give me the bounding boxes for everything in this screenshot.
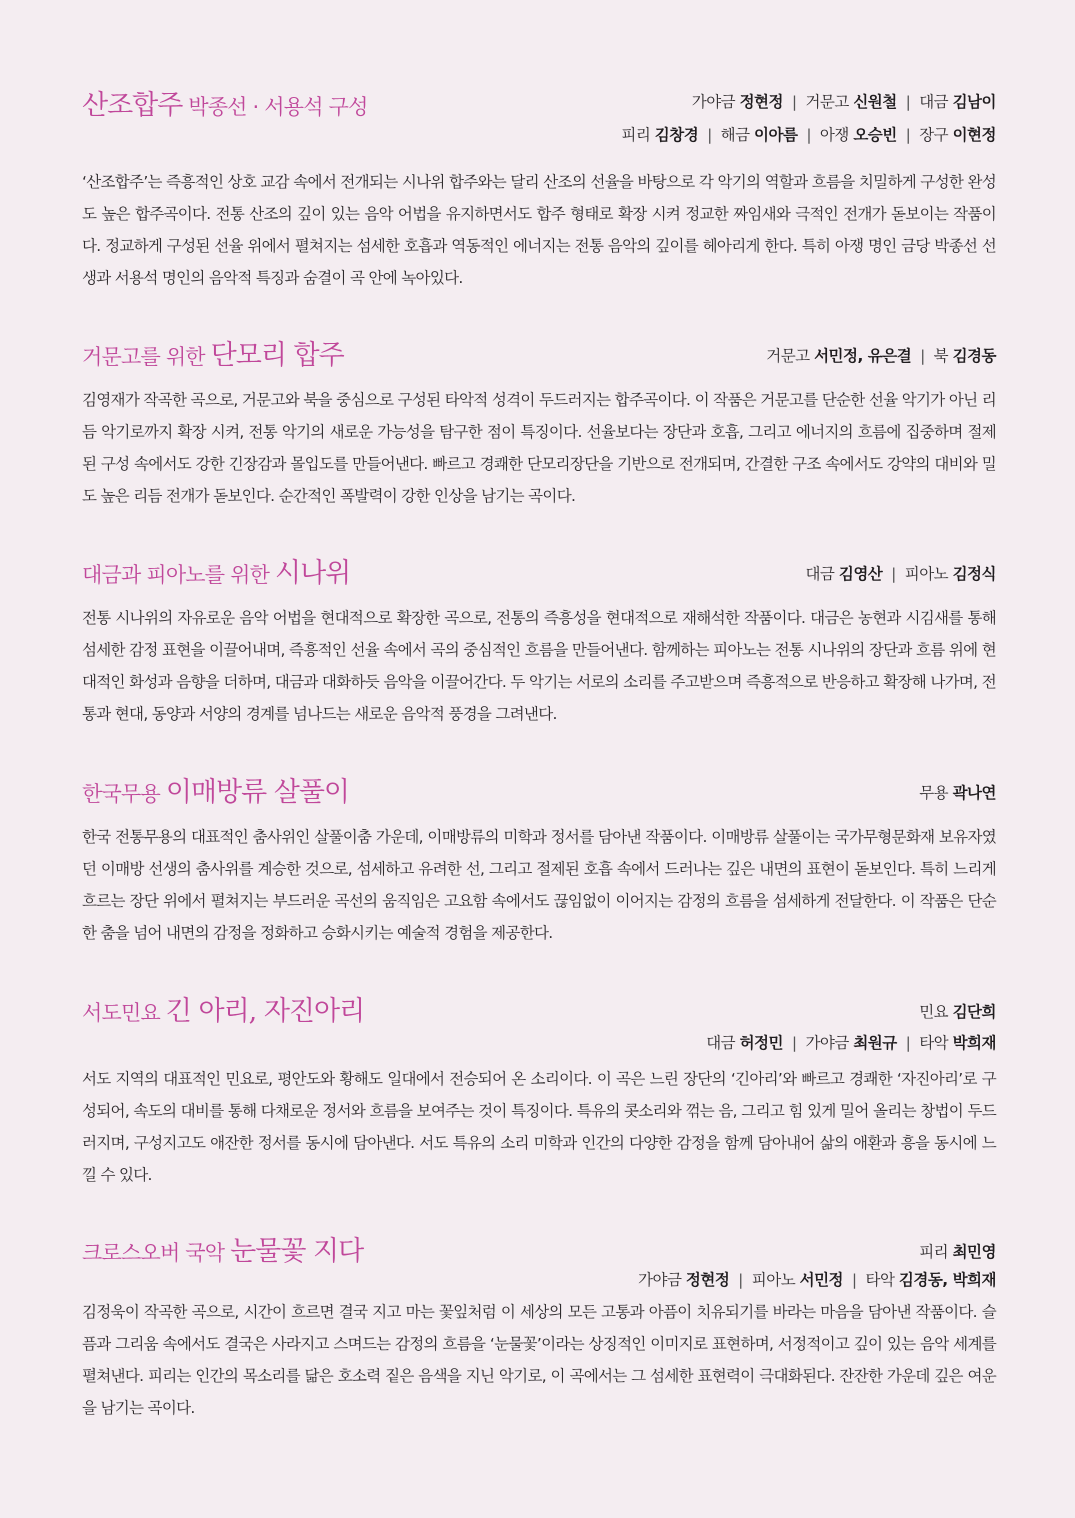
instrument-label: 무용 bbox=[919, 784, 949, 802]
instrument-label: 피아노 bbox=[904, 565, 949, 583]
piece-title-main: 시나위 bbox=[275, 558, 351, 589]
separator: | bbox=[787, 93, 806, 111]
performer-line bbox=[766, 346, 996, 366]
performer-line bbox=[919, 1002, 996, 1022]
piece-title-main: 단모리 합주 bbox=[210, 340, 344, 371]
piece-title bbox=[82, 86, 368, 129]
performer-name: 서민정, 유은결 bbox=[814, 347, 912, 365]
separator: | bbox=[901, 126, 920, 144]
instrument-label: 피아노 bbox=[751, 1271, 796, 1289]
piece-description: 전통 시나위의 자유로운 음악 어법을 현대적으로 확장한 곡으로, 전통의 즉흥성을 현대적으로 재해석한 작품이다. 대금은 농현과 시김새를 통해 섬세한 감정 표현을 이끌어내며, 즉흥적인 선율 속에서 곡의 중심적인 흐름을 만들어낸다. 함께하는 피아노는 전통 시나위의 장단과 흐름 위에 현대적인 화성과 음향을 더하며, 대금과 대화하듯 음악을 이끌어간다. 두 악기는 서로의 소리를 주고받으며 즉흥적으로 반응하고 확장해 나가며, 전통과 현대, 동양과 서양의 경계를 넘나드는 새로운 음악적 풍경을 그려낸다. bbox=[82, 609, 996, 723]
piece-title-main: 이매방류 살풀이 bbox=[165, 777, 349, 808]
instrument-label: 북 bbox=[933, 347, 949, 365]
performer-name: 정현정 bbox=[739, 93, 783, 111]
piece-description: 서도 지역의 대표적인 민요로, 평안도와 황해도 일대에서 전승되어 온 소리이다. 이 곡은 느린 장단의 ‘긴아리’와 빠르고 경쾌한 ‘자진아리’로 구성되어, 속도의 대비를 통해 다채로운 정서와 흐름을 보여주는 것이 특징이다. 특유의 콧소리와 꺾는 음, 그리고 힘 있게 밀어 올리는 창법이 두드러지며, 구성지고도 애잔한 정서를 동시에 담아낸다. 서도 특유의 소리 미학과 인간의 다양한 감정을 함께 담아내어 삶의 애환과 흥을 동시에 느낄 수 있다. bbox=[82, 1070, 996, 1184]
separator: | bbox=[702, 126, 721, 144]
performer-line bbox=[706, 1033, 996, 1053]
performer-name: 김경동 bbox=[952, 347, 996, 365]
instrument-label: 가야금 bbox=[638, 1271, 682, 1289]
instrument-label: 대금 bbox=[919, 93, 949, 111]
performer-name: 김경동, 박희재 bbox=[898, 1271, 996, 1289]
piece-description: 김영재가 작곡한 곡으로, 거문고와 북을 중심으로 구성된 타악적 성격이 두드러지는 합주곡이다. 이 작품은 거문고를 단순한 선율 악기가 아닌 리듬 악기로까지 확장 시켜, 전통 악기의 새로운 가능성을 탐구한 점이 특징이다. 선율보다는 장단과 호흡, 그리고 에너지의 흐름에 집중하며 절제된 구성 속에서도 강한 긴장감과 몰입도를 만들어낸다. 빠르고 경쾌한 단모리장단을 기반으로 전개되며, 간결한 구조 속에서도 강약의 대비와 밀도 높은 리듬 전개가 돋보인다. 순간적인 폭발력이 강한 인상을 남기는 곡이다. bbox=[82, 391, 996, 505]
performer-name: 오승빈 bbox=[853, 126, 897, 144]
instrument-label: 타악 bbox=[865, 1271, 895, 1289]
piece-title-prefix: 거문고를 위한 bbox=[82, 345, 211, 369]
instrument-label: 가야금 bbox=[691, 93, 736, 111]
performer-name: 이현정 bbox=[952, 126, 996, 144]
instrument-label: 대금 bbox=[805, 565, 835, 583]
performer-name: 곽나연 bbox=[952, 784, 996, 802]
piece-title bbox=[82, 992, 364, 1035]
performer-line bbox=[638, 1270, 996, 1290]
performer-name: 신원철 bbox=[853, 93, 897, 111]
piece-title-prefix: 크로스오버 국악 bbox=[82, 1241, 231, 1265]
piece-title bbox=[82, 1232, 363, 1275]
instrument-label: 아쟁 bbox=[819, 126, 849, 144]
performer-line bbox=[805, 564, 996, 584]
instrument-label: 거문고 bbox=[805, 93, 849, 111]
performer-name: 정현정 bbox=[685, 1271, 730, 1289]
separator: | bbox=[915, 347, 934, 365]
piece-title bbox=[82, 554, 350, 597]
instrument-label: 타악 bbox=[919, 1034, 949, 1052]
piece-description: 김정욱이 작곡한 곡으로, 시간이 흐르면 결국 지고 마는 꽃잎처럼 이 세상의 모든 고통과 아픔이 치유되기를 바라는 마음을 담아낸 작품이다. 슬픔과 그리움 속에서도 결국은 사라지고 스며드는 감정의 흐름을 ‘눈물꽃’이라는 상징적인 이미지로 표현하며, 서정적이고 깊이 있는 음악 세계를 펼쳐낸다. 피리는 인간의 목소리를 닮은 호소력 짙은 음색을 지닌 악기로, 이 곡에서는 그 섬세한 표현력이 극대화된다. 잔잔한 가운데 깊은 여운을 남기는 곡이다. bbox=[82, 1303, 996, 1417]
performer-name: 박희재 bbox=[952, 1034, 996, 1052]
separator: | bbox=[901, 1034, 920, 1052]
piece-title-prefix: 서도민요 bbox=[82, 1001, 166, 1025]
performer-line bbox=[621, 125, 996, 145]
performer-name: 최민영 bbox=[952, 1243, 996, 1261]
instrument-label: 피리 bbox=[919, 1243, 949, 1261]
piece-title-main: 눈물꽃 지다 bbox=[230, 1236, 364, 1267]
performer-name: 김단희 bbox=[952, 1003, 996, 1021]
piece-description: ‘산조합주’는 즉흥적인 상호 교감 속에서 전개되는 시나위 합주와는 달리 산조의 선율을 바탕으로 각 악기의 역할과 흐름을 치밀하게 구성한 완성도 높은 합주곡이다. 전통 산조의 깊이 있는 음악 어법을 유지하면서도 합주 형태로 확장 시켜 정교한 짜임새와 극적인 전개가 돋보이는 작품이다. 정교하게 구성된 선율 위에서 펼쳐지는 섬세한 호흡과 역동적인 에너지는 전통 음악의 깊이를 헤아리게 한다. 특히 아쟁 명인 금당 박종선 선생과 서용석 명인의 음악적 특징과 숨결이 곡 안에 녹아있다. bbox=[82, 173, 996, 287]
performer-name: 김정식 bbox=[952, 565, 996, 583]
separator: | bbox=[787, 1034, 806, 1052]
performer-line bbox=[919, 783, 996, 803]
piece-title-prefix: 한국무용 bbox=[82, 782, 166, 806]
instrument-label: 피리 bbox=[621, 126, 651, 144]
instrument-label: 장구 bbox=[919, 126, 949, 144]
instrument-label: 대금 bbox=[706, 1034, 736, 1052]
piece-description: 한국 전통무용의 대표적인 춤사위인 살풀이춤 가운데, 이매방류의 미학과 정서를 담아낸 작품이다. 이매방류 살풀이는 국가무형문화재 보유자였던 이매방 선생의 춤사위를 계승한 것으로, 섬세하고 유려한 선, 그리고 절제된 호흡 속에서 드러나는 깊은 내면의 표현이 돋보인다. 특히 느리게 흐르는 장단 위에서 펼쳐지는 부드러운 곡선의 움직임은 고요함 속에서도 끊임없이 이어지는 감정의 흐름을 섬세하게 전달한다. 이 작품은 단순한 춤을 넘어 내면의 감정을 정화하고 승화시키는 예술적 경험을 제공한다. bbox=[82, 828, 996, 942]
separator: | bbox=[886, 565, 905, 583]
piece-title-main: 긴 아리, 자진아리 bbox=[165, 996, 365, 1027]
performer-name: 김창경 bbox=[654, 126, 699, 144]
piece-title-prefix: 대금과 피아노를 위한 bbox=[82, 563, 275, 587]
instrument-label: 해금 bbox=[720, 126, 750, 144]
performer-name: 서민정 bbox=[799, 1271, 844, 1289]
performer-name: 김영산 bbox=[838, 565, 883, 583]
performer-name: 허정민 bbox=[739, 1034, 783, 1052]
separator: | bbox=[733, 1271, 752, 1289]
piece-title-main: 산조합주 bbox=[82, 90, 183, 121]
instrument-label: 민요 bbox=[919, 1003, 949, 1021]
separator: | bbox=[801, 126, 820, 144]
separator: | bbox=[901, 93, 920, 111]
separator: | bbox=[847, 1271, 866, 1289]
performer-line bbox=[692, 92, 996, 112]
performer-name: 이아름 bbox=[754, 126, 798, 144]
performer-name: 최원규 bbox=[853, 1034, 897, 1052]
performer-name: 김남이 bbox=[952, 93, 996, 111]
piece-title bbox=[82, 773, 349, 816]
instrument-label: 거문고 bbox=[766, 347, 810, 365]
piece-title bbox=[82, 336, 344, 379]
performer-line bbox=[919, 1242, 996, 1262]
piece-title-suffix: 박종선 · 서용석 구성 bbox=[182, 95, 368, 119]
instrument-label: 가야금 bbox=[805, 1034, 849, 1052]
